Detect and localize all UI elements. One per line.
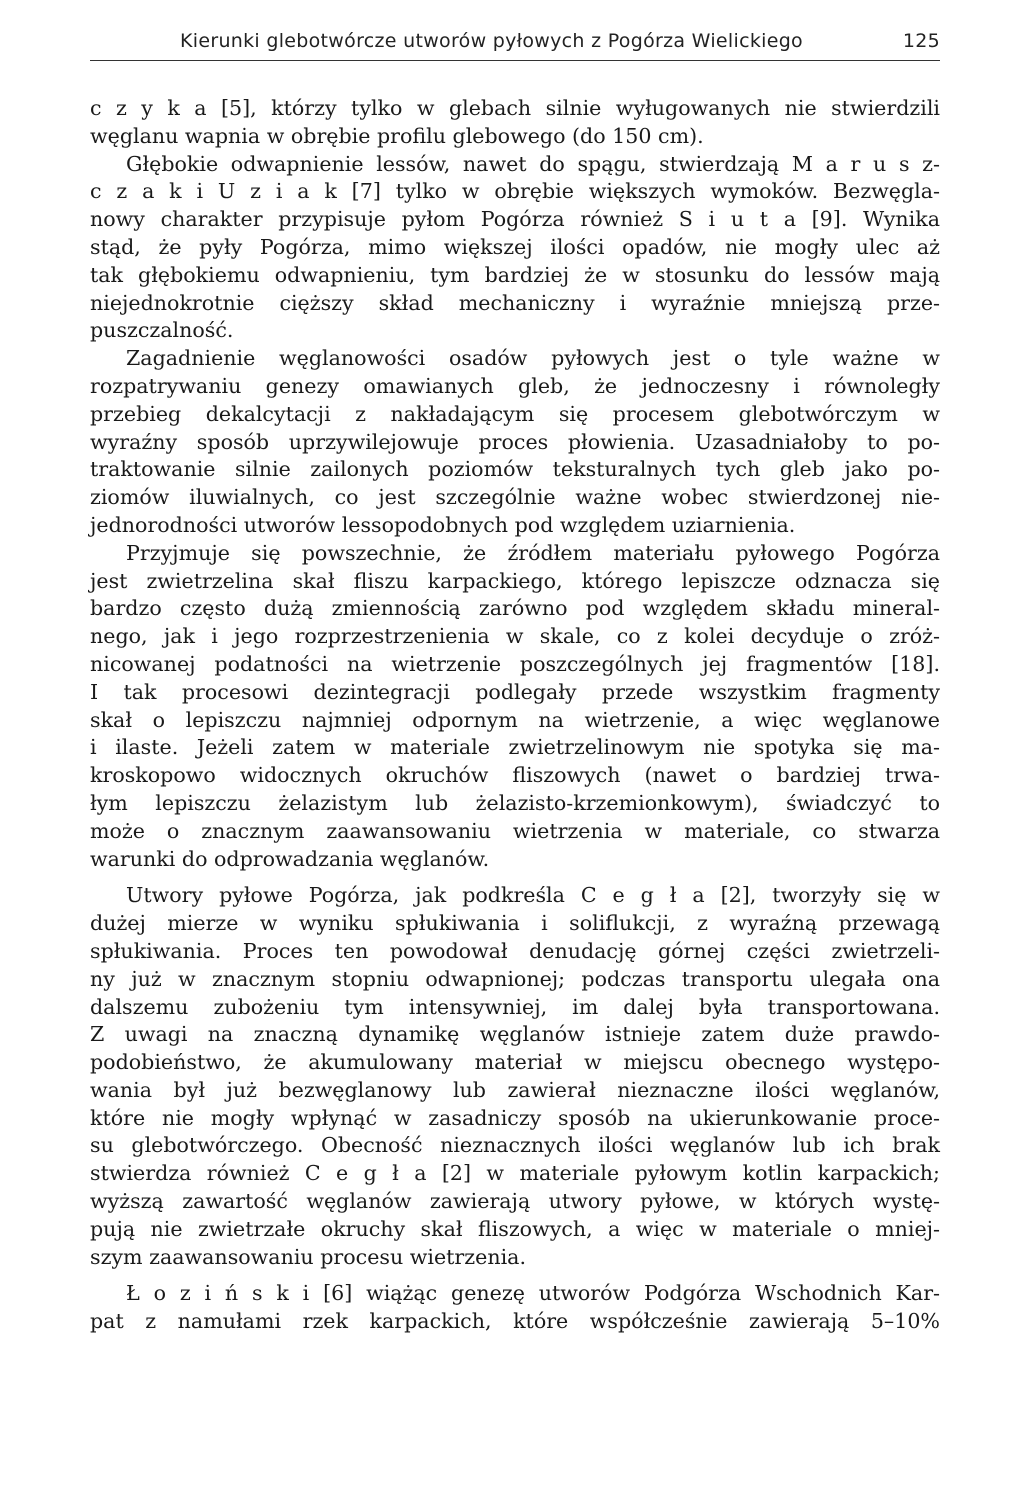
text-line: Zagadnienie węglanowości osadów pyłowych jest o tyle ważne w bbox=[126, 346, 940, 371]
text-line: Ł o z i ń s k i [6] wiążąc genezę utworów Podgórza Wschodnich Kar- bbox=[126, 1281, 940, 1306]
text-line: i ilaste. Jeżeli zatem w materiale zwietrzelinowym nie spotyka się ma- bbox=[90, 735, 940, 760]
text-line: c z a k i U z i a k [7] tylko w obrębie większych wymoków. Bezwęgla- bbox=[90, 179, 940, 204]
text-line: skał o lepiszczu najmniej odpornym na wietrzenie, a więc węglanowe bbox=[90, 707, 940, 732]
text-line: wyższą zawartość węglanów zawierają utwory pyłowe, w których wystę- bbox=[90, 1189, 940, 1214]
page-number: 125 bbox=[902, 30, 940, 52]
text-line: może o znacznym zaawansowaniu wietrzenia w materiale, co stwarza bbox=[90, 818, 940, 843]
paragraph bbox=[90, 345, 940, 540]
text-line: wyraźny sposób uprzywilejowuje proces płowienia. Uzasadniałoby to po- bbox=[90, 429, 940, 454]
running-title: Kierunki glebotwórcze utworów pyłowych z Pogórza Wielickiego bbox=[180, 30, 803, 52]
text-line: ny już w znacznym stopniu odwapnionej; podczas transportu ulegała ona bbox=[90, 966, 940, 991]
page bbox=[90, 26, 940, 1336]
text-line: jest zwietrzelina skał fliszu karpackiego, którego lepiszcze odznacza się bbox=[90, 568, 940, 593]
text-line: Z uwagi na znaczną dynamikę węglanów istnieje zatem duże prawdo- bbox=[90, 1022, 940, 1047]
text-line: węglanu wapnia w obrębie profilu glebowego (do 150 cm). bbox=[90, 123, 704, 148]
text-line: c z y k a [5], którzy tylko w glebach silnie wyługowanych nie stwierdzili bbox=[90, 96, 940, 120]
text-line: nowy charakter przypisuje pyłom Pogórza również S i u t a [9]. Wynika bbox=[90, 207, 940, 232]
paragraph bbox=[90, 882, 940, 1271]
text-line: niejednokrotnie cięższy skład mechaniczny i wyraźnie mniejszą prze- bbox=[90, 290, 940, 315]
body-text bbox=[90, 95, 940, 1336]
text-line: Głębokie odwapnienie lessów, nawet do spągu, stwierdzają M a r u s z- bbox=[126, 151, 940, 176]
text-line: nicowanej podatności na wietrzenie poszczególnych jej fragmentów [18]. bbox=[90, 651, 940, 676]
text-line: szym zaawansowaniu procesu wietrzenia. bbox=[90, 1244, 526, 1269]
text-line: podobieństwo, że akumulowany materiał w miejscu obecnego występo- bbox=[90, 1050, 940, 1075]
text-line: przebieg dekalcytacji z nakładającym się procesem glebotwórczym w bbox=[90, 401, 940, 426]
paragraph bbox=[90, 540, 940, 874]
text-line: tak głębokiemu odwapnieniu, tym bardziej że w stosunku do lessów mają bbox=[90, 262, 940, 287]
text-line: Przyjmuje się powszechnie, że źródłem materiału pyłowego Pogórza bbox=[126, 540, 940, 565]
paragraph bbox=[90, 1280, 940, 1336]
paragraph bbox=[90, 95, 940, 151]
text-line: puszczalność. bbox=[90, 318, 234, 343]
text-line: stąd, że pyły Pogórza, mimo większej ilości opadów, nie mogły ulec aż bbox=[90, 234, 940, 259]
text-line: które nie mogły wpłynąć w zasadniczy sposób na ukierunkowanie proce- bbox=[90, 1105, 940, 1130]
text-line: jednorodności utworów lessopodobnych pod względem uziarnienia. bbox=[90, 512, 796, 537]
text-line: su glebotwórczego. Obecność nieznacznych ilości węglanów lub ich brak bbox=[90, 1133, 940, 1158]
running-head bbox=[90, 26, 940, 61]
text-line: nego, jak i jego rozprzestrzenienia w skale, co z kolei decyduje o zróż- bbox=[90, 624, 940, 649]
text-line: rozpatrywaniu genezy omawianych gleb, że jednoczesny i równoległy bbox=[90, 373, 940, 398]
text-line: bardzo często dużą zmiennością zarówno pod względem składu mineral- bbox=[90, 596, 940, 621]
text-line: pują nie zwietrzałe okruchy skał fliszowych, a więc w materiale o mniej- bbox=[90, 1216, 940, 1241]
text-line: warunki do odprowadzania węglanów. bbox=[90, 846, 490, 871]
text-line: spłukiwania. Proces ten powodował denudację górnej części zwietrzeli- bbox=[90, 938, 940, 963]
text-line: kroskopowo widocznych okruchów fliszowych (nawet o bardziej trwa- bbox=[90, 763, 940, 788]
text-line: łym lepiszczu żelazistym lub żelazisto-krzemionkowym), świadczyć to bbox=[90, 790, 940, 815]
text-line: dużej mierze w wyniku spłukiwania i soliflukcji, z wyraźną przewagą bbox=[90, 911, 940, 936]
text-line: traktowanie silnie zailonych poziomów teksturalnych tych gleb jako po- bbox=[90, 457, 940, 482]
text-line: Utwory pyłowe Pogórza, jak podkreśla C e g ł a [2], tworzyły się w bbox=[126, 883, 940, 908]
text-line: dalszemu zubożeniu tym intensywniej, im dalej była transportowana. bbox=[90, 994, 940, 1019]
text-line: stwierdza również C e g ł a [2] w materiale pyłowym kotlin karpackich; bbox=[90, 1161, 940, 1186]
paragraph bbox=[90, 151, 940, 346]
text-line: I tak procesowi dezintegracji podlegały przede wszystkim fragmenty bbox=[90, 679, 940, 704]
text-line: wania był już bezwęglanowy lub zawierał nieznaczne ilości węglanów, bbox=[90, 1077, 940, 1102]
text-line: ziomów iluwialnych, co jest szczególnie ważne wobec stwierdzonej nie- bbox=[90, 485, 940, 510]
text-line: pat z namułami rzek karpackich, które współcześnie zawierają 5–10% bbox=[90, 1309, 940, 1334]
